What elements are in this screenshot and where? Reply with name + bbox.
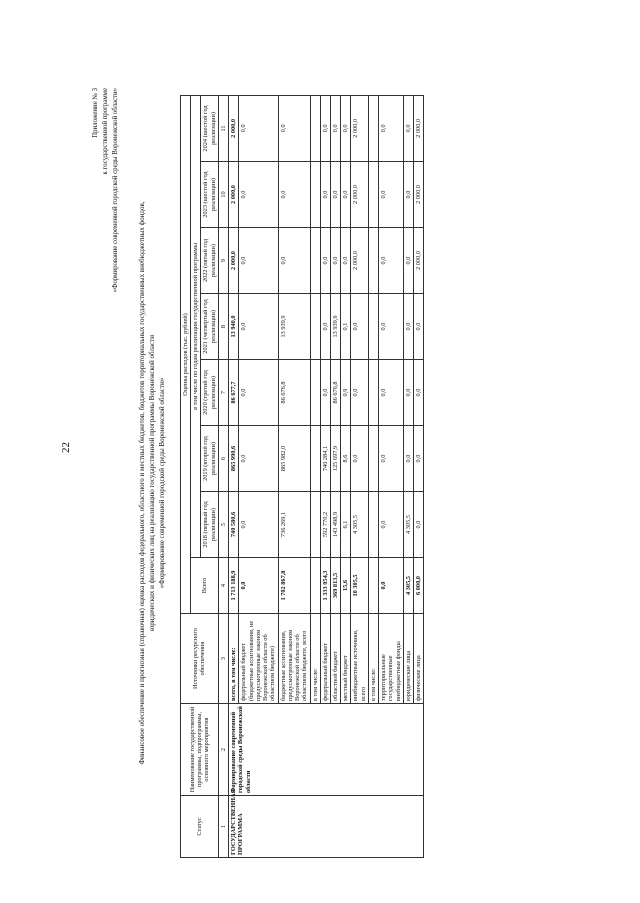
year-value-cell-7	[310, 95, 320, 161]
header-source: Источники ресурсного обеспечения	[181, 614, 219, 704]
year-value-cell-4	[368, 294, 378, 360]
year-value-cell-5: 0,0	[379, 228, 404, 294]
table-body	[229, 95, 424, 857]
year-value-cell-2: 865 990,6	[229, 426, 239, 492]
year-value-cell-1	[310, 492, 320, 558]
year-value-cell-4: 13 940,0	[229, 294, 239, 360]
year-value-cell-2: 125 697,9	[330, 426, 340, 492]
year-value-cell-6: 2 000,0	[414, 162, 424, 228]
header-total: Всего	[191, 558, 219, 614]
header-by-years: в том числе по годам реализации государственной программы	[191, 95, 201, 557]
total-cell: 10 305,5	[351, 558, 368, 614]
year-value-cell-2: 0,0	[239, 426, 278, 492]
year-value-cell-2: 865 982,0	[278, 426, 310, 492]
year-value-cell-5	[310, 228, 320, 294]
year-value-cell-1: 4 305,5	[403, 492, 413, 558]
year-value-cell-6: 2 000,0	[229, 162, 239, 228]
year-value-cell-6: 0,0	[330, 162, 340, 228]
year-value-cell-4: 0,0	[379, 294, 404, 360]
source-cell: федеральный бюджет	[320, 614, 330, 704]
year-value-cell-3: 0,0	[379, 360, 404, 426]
year-value-cell-6: 0,0	[379, 162, 404, 228]
year-value-cell-6: 0,0	[278, 162, 310, 228]
year-value-cell-2: 0,0	[351, 426, 368, 492]
year-value-cell-5	[368, 228, 378, 294]
program-name-cell: Формирование современной городской среды Воронежской области	[229, 704, 424, 796]
source-cell: местный бюджет	[341, 614, 351, 704]
rotated-sheet	[92, 78, 640, 878]
page-number: 22	[60, 442, 72, 453]
year-value-cell-1: 6,1	[341, 492, 351, 558]
appendix-line-1: Приложение № 3	[92, 88, 99, 138]
source-cell: федеральный бюджет (бюджетные ассигнования, не предусмотренные законом Воронежской области об областном бюджете)	[239, 614, 278, 704]
total-cell	[310, 558, 320, 614]
year-value-cell-5: 0,0	[403, 228, 413, 294]
year-value-cell-4: 0,0	[320, 294, 330, 360]
document-heading	[138, 148, 167, 818]
year-value-cell-4: 0,1	[341, 294, 351, 360]
year-value-cell-6: 2 000,0	[351, 162, 368, 228]
year-value-cell-7: 0,0	[320, 95, 330, 161]
column-number-5: 5	[218, 492, 228, 558]
year-value-cell-1: 0,0	[379, 492, 404, 558]
column-number-10: 10	[218, 162, 228, 228]
year-value-cell-3: 0,0	[239, 360, 278, 426]
heading-line-1: Финансовое обеспечение и прогнозная (справочная) оценка расходов федерального, областного и местных бюджетов, бюджетов территориальных государственных внебюджетных фондов,	[138, 201, 146, 765]
table-row	[229, 95, 239, 857]
year-value-cell-5: 0,0	[341, 228, 351, 294]
year-value-cell-5: 0,0	[278, 228, 310, 294]
header-estimate: Оценка расходов (тыс. рублей)	[181, 95, 191, 613]
year-value-cell-7: 0,0	[330, 95, 340, 161]
year-value-cell-3	[310, 360, 320, 426]
year-value-cell-2: 0,0	[414, 426, 424, 492]
year-value-cell-5: 2 000,0	[229, 228, 239, 294]
header-year-1: 2018 (первый год реализации)	[201, 492, 218, 558]
year-value-cell-1: 143 498,9	[330, 492, 340, 558]
year-value-cell-1: 592 770,2	[320, 492, 330, 558]
appendix-line-3: «Формирование современной городской среды Воронежской области»	[111, 88, 119, 293]
total-cell	[368, 558, 378, 614]
header-year-7: 2024 (шестой год реализации)	[201, 95, 218, 161]
year-value-cell-3: 0,0	[403, 360, 413, 426]
year-value-cell-7: 2 000,0	[229, 95, 239, 161]
status-cell: ГОСУДАРСТВЕННАЯ ПРОГРАММА	[229, 796, 424, 858]
source-cell: всего, в том числе:	[229, 614, 239, 704]
source-cell: внебюджетные источники, всего	[351, 614, 368, 704]
year-value-cell-1: 4 305,5	[351, 492, 368, 558]
year-value-cell-3: 86 677,7	[229, 360, 239, 426]
year-value-cell-5: 0,0	[320, 228, 330, 294]
year-value-cell-5: 0,0	[330, 228, 340, 294]
year-value-cell-6: 0,0	[341, 162, 351, 228]
year-value-cell-4	[310, 294, 320, 360]
total-cell: 0,0	[379, 558, 404, 614]
year-value-cell-3: 86 676,8	[278, 360, 310, 426]
column-number-6: 6	[218, 426, 228, 492]
year-value-cell-7: 0,0	[379, 95, 404, 161]
year-value-cell-7: 2 000,0	[414, 95, 424, 161]
column-number-8: 8	[218, 294, 228, 360]
year-value-cell-2	[368, 426, 378, 492]
year-value-cell-1: 736 269,1	[278, 492, 310, 558]
year-value-cell-4: 0,0	[239, 294, 278, 360]
year-value-cell-1: 0,0	[414, 492, 424, 558]
year-value-cell-6	[310, 162, 320, 228]
total-cell: 1 713 188,9	[229, 558, 239, 614]
total-cell: 15,6	[341, 558, 351, 614]
header-year-6: 2023 (шестой год реализации)	[201, 162, 218, 228]
total-cell: 6 000,0	[414, 558, 424, 614]
column-number-11: 11	[218, 95, 228, 161]
year-value-cell-2: 8,6	[341, 426, 351, 492]
year-value-cell-2	[310, 426, 320, 492]
year-value-cell-7: 0,0	[239, 95, 278, 161]
source-cell: в том числе:	[310, 614, 320, 704]
header-year-2: 2019 (второй год реализации)	[201, 426, 218, 492]
year-value-cell-3: 0,0	[414, 360, 424, 426]
year-value-cell-5: 2 000,0	[351, 228, 368, 294]
source-cell: физические лица	[414, 614, 424, 704]
year-value-cell-7	[368, 95, 378, 161]
column-number-9: 9	[218, 228, 228, 294]
header-status: Статус	[181, 796, 219, 858]
column-number-3: 3	[218, 614, 228, 704]
header-year-4: 2021 (четвертый год реализации)	[201, 294, 218, 360]
year-value-cell-7: 0,0	[278, 95, 310, 161]
header-year-3: 2020 (третий год реализации)	[201, 360, 218, 426]
year-value-cell-6: 0,0	[239, 162, 278, 228]
total-cell: 4 305,5	[403, 558, 413, 614]
year-value-cell-5: 0,0	[239, 228, 278, 294]
year-value-cell-3: 0,9	[341, 360, 351, 426]
year-value-cell-3: 86 676,8	[330, 360, 340, 426]
column-number-2: 2	[218, 704, 228, 796]
appendix-line-2: к государственной программе	[101, 88, 109, 175]
year-value-cell-5: 2 000,0	[414, 228, 424, 294]
year-value-cell-1: 0,0	[239, 492, 278, 558]
column-number-7: 7	[218, 360, 228, 426]
year-value-cell-7: 0,0	[341, 95, 351, 161]
year-value-cell-6: 0,0	[403, 162, 413, 228]
year-value-cell-6: 0,0	[320, 162, 330, 228]
column-number-4: 4	[218, 558, 228, 614]
year-value-cell-4: 13 939,9	[278, 294, 310, 360]
appendix-note	[92, 88, 121, 292]
column-number-1: 1	[218, 796, 228, 858]
total-cell: 1 702 867,8	[278, 558, 310, 614]
year-value-cell-2: 740 284,1	[320, 426, 330, 492]
source-cell: областной бюджет	[330, 614, 340, 704]
year-value-cell-3	[368, 360, 378, 426]
source-cell: в том числе:	[368, 614, 378, 704]
year-value-cell-4: 0,0	[351, 294, 368, 360]
source-cell: бюджетные ассигнования, предусмотренные законом Воронежской области об областном бюджете, всего	[278, 614, 310, 704]
year-value-cell-2: 0,0	[403, 426, 413, 492]
year-value-cell-6	[368, 162, 378, 228]
year-value-cell-2: 0,0	[379, 426, 404, 492]
heading-line-3: «Формирование современной городской среды Воронежской области»	[157, 377, 166, 589]
year-value-cell-1: 740 580,6	[229, 492, 239, 558]
year-value-cell-4: 0,0	[403, 294, 413, 360]
year-value-cell-3: 0,0	[320, 360, 330, 426]
year-value-cell-1	[368, 492, 378, 558]
header-year-5: 2022 (пятый год реализации)	[201, 228, 218, 294]
year-value-cell-7: 2 000,0	[351, 95, 368, 161]
total-cell: 369 813,5	[330, 558, 340, 614]
year-value-cell-4: 0,0	[414, 294, 424, 360]
heading-line-2: юридических и физических лиц на реализацию государственной программы Воронежской области	[147, 335, 156, 631]
year-value-cell-4: 13 939,9	[330, 294, 340, 360]
year-value-cell-3: 0,0	[351, 360, 368, 426]
source-cell: территориальные государственные внебюджетные фонды	[379, 614, 404, 704]
year-value-cell-7: 0,0	[403, 95, 413, 161]
source-cell: юридические лица	[403, 614, 413, 704]
header-program-name: Наименование государственной программы, подпрограммы, основного мероприятия	[181, 704, 219, 796]
total-cell: 1 333 054,3	[320, 558, 330, 614]
column-number-row	[218, 95, 228, 857]
finance-table	[180, 95, 424, 858]
total-cell: 0,0	[239, 558, 278, 614]
